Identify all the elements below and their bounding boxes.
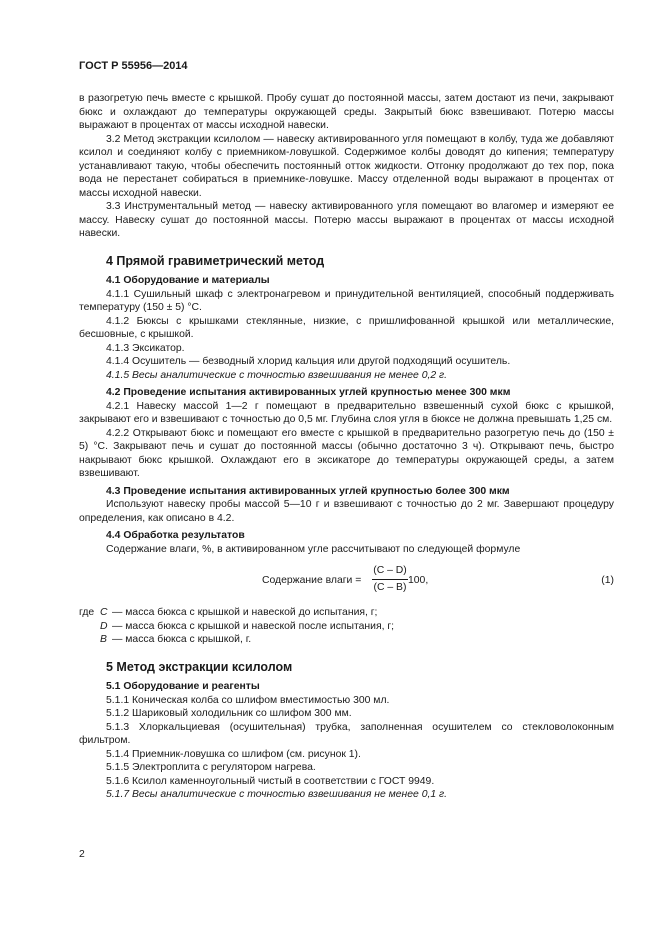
formula-denominator: (C – B) [373,581,407,593]
formula-numerator: (C – D) [372,564,408,580]
paragraph: 5.1.6 Ксилол каменноугольный чистый в соответствии с ГОСТ 9949. [106,775,435,787]
definition-text: — масса бюкса с крышкой и навеской после испытания, г; [112,620,395,632]
paragraph: в разогретую печь вместе с крышкой. Пробу сушат до постоянной массы, затем достают из печи, закрывают бюкс и охлаждают до температуры окружающей среды. Закрытый бюкс взвешивают. Потерю массы выражают в процентах от массы исходной навески. [79,93,614,131]
definition-symbol: B [100,634,107,645]
paragraph: 5.1.7 Весы аналитические с точностью взвешивания не менее 0,1 г. [106,789,448,800]
paragraph: Содержание влаги, %, в активированном угле рассчитывают по следующей формуле [106,543,521,555]
formula [79,562,614,602]
formula-definitions [79,606,614,647]
document-header: ГОСТ Р 55956—2014 [79,60,188,72]
definition-text: — масса бюкса с крышкой и навеской до испытания, г; [112,607,378,618]
section-heading: 4 Прямой гравиметрический метод [106,253,325,268]
definition-text: — масса бюкса с крышкой, г. [112,634,252,645]
paragraph: 5.1.5 Электроплита с регулятором нагрева. [106,762,316,773]
subsection-heading: 4.1 Оборудование и материалы [106,275,270,286]
paragraph: Используют навеску пробы массой 5—10 г и взвешивают с точностью до 2 мг. Завершают процедуру определения, как описано в 4.2. [79,499,614,524]
definition-row [79,620,614,634]
paragraph: 4.1.4 Осушитель — безводный хлорид кальция или другой подходящий осушитель. [106,356,511,367]
paragraph: 4.2.1 Навеску массой 1—2 г помещают в предварительно взвешенный сухой бюкс с крышкой, закрывают его и взвешивают с точностью до 0,5 мг. Глубина слоя угля в бюксе не должна превышать 1,25 см. [79,400,614,425]
definition-row [79,633,614,647]
paragraph: 4.1.2 Бюксы с крышками стеклянные, низкие, с пришлифованной крышкой или металлические, бесшовные, с крышкой. [79,315,614,340]
definition-symbol: C [100,607,108,618]
section-heading: 5 Метод экстракции ксилолом [106,659,293,674]
equation-number: (1) [601,575,614,586]
document-body [79,92,614,802]
paragraph: 5.1.1 Коническая колба со шлифом вместимостью 300 мл. [106,694,390,706]
paragraph: 4.2.2 Открывают бюкс и помещают его вместе с крышкой в предварительно разогретую печь до (150 ± 5) °С. Закрывают печь и сушат до постоянной массы (обычно достаточно 3 ч). Открывают печь, быстро накрывают бюкс крышкой. Охлаждают его в эксикаторе до температуры окружающей среды, а затем взвешивают. [79,427,614,479]
paragraph: 4.1.5 Весы аналитические с точностью взвешивания не менее 0,2 г. [106,369,448,381]
formula-multiplier: 100, [408,575,429,586]
paragraph: 5.1.4 Приемник-ловушка со шлифом (см. рисунок 1). [106,748,361,760]
paragraph: 5.1.2 Шариковый холодильник со шлифом 300 мм. [106,708,352,719]
paragraph: 3.2 Метод экстракции ксилолом — навеску активированного угля помещают в колбу, туда же добавляют ксилол и соединяют колбу с приемником-ловушкой. Содержимое колбы доводят до кипения; температуру устанавливают такую, чтобы обеспечить постоянный отток жидкости. Отгонку продолжают до тех пор, пока вода не перестанет собираться в приемнике-ловушке. Массу отделенной воды выражают в процентах от массы исходной навески. [79,133,614,199]
page-number: 2 [79,849,85,860]
paragraph: 5.1.3 Хлоркальциевая (осушительная) трубка, заполненная осушителем со стекловолоконным фильтром. [79,721,614,746]
subsection-heading: 5.1 Оборудование и реагенты [106,681,260,692]
subsection-heading: 4.4 Обработка результатов [106,530,245,541]
formula-label: Содержание влаги = [262,575,362,586]
definition-row [79,606,614,620]
definition-symbol: D [100,620,108,632]
definition-where: где [79,607,95,618]
paragraph: 3.3 Инструментальный метод — навеску активированного угля помещают во влагомер и измеряют ее массу. Навеску сушат до постоянной массы. Потерю массы выражают в процентах от массы исходной навески. [79,201,614,239]
paragraph: 4.1.3 Эксикатор. [106,342,185,354]
paragraph: 4.1.1 Сушильный шкаф с электронагревом и принудительной вентиляцией, способный поддерживать температуру (150 ± 5) °С. [79,288,614,313]
subsection-heading: 4.3 Проведение испытания активированных углей крупностью более 300 мкм [106,485,510,497]
subsection-heading: 4.2 Проведение испытания активированных углей крупностью менее 300 мкм [106,387,511,398]
formula-fraction [372,564,408,594]
